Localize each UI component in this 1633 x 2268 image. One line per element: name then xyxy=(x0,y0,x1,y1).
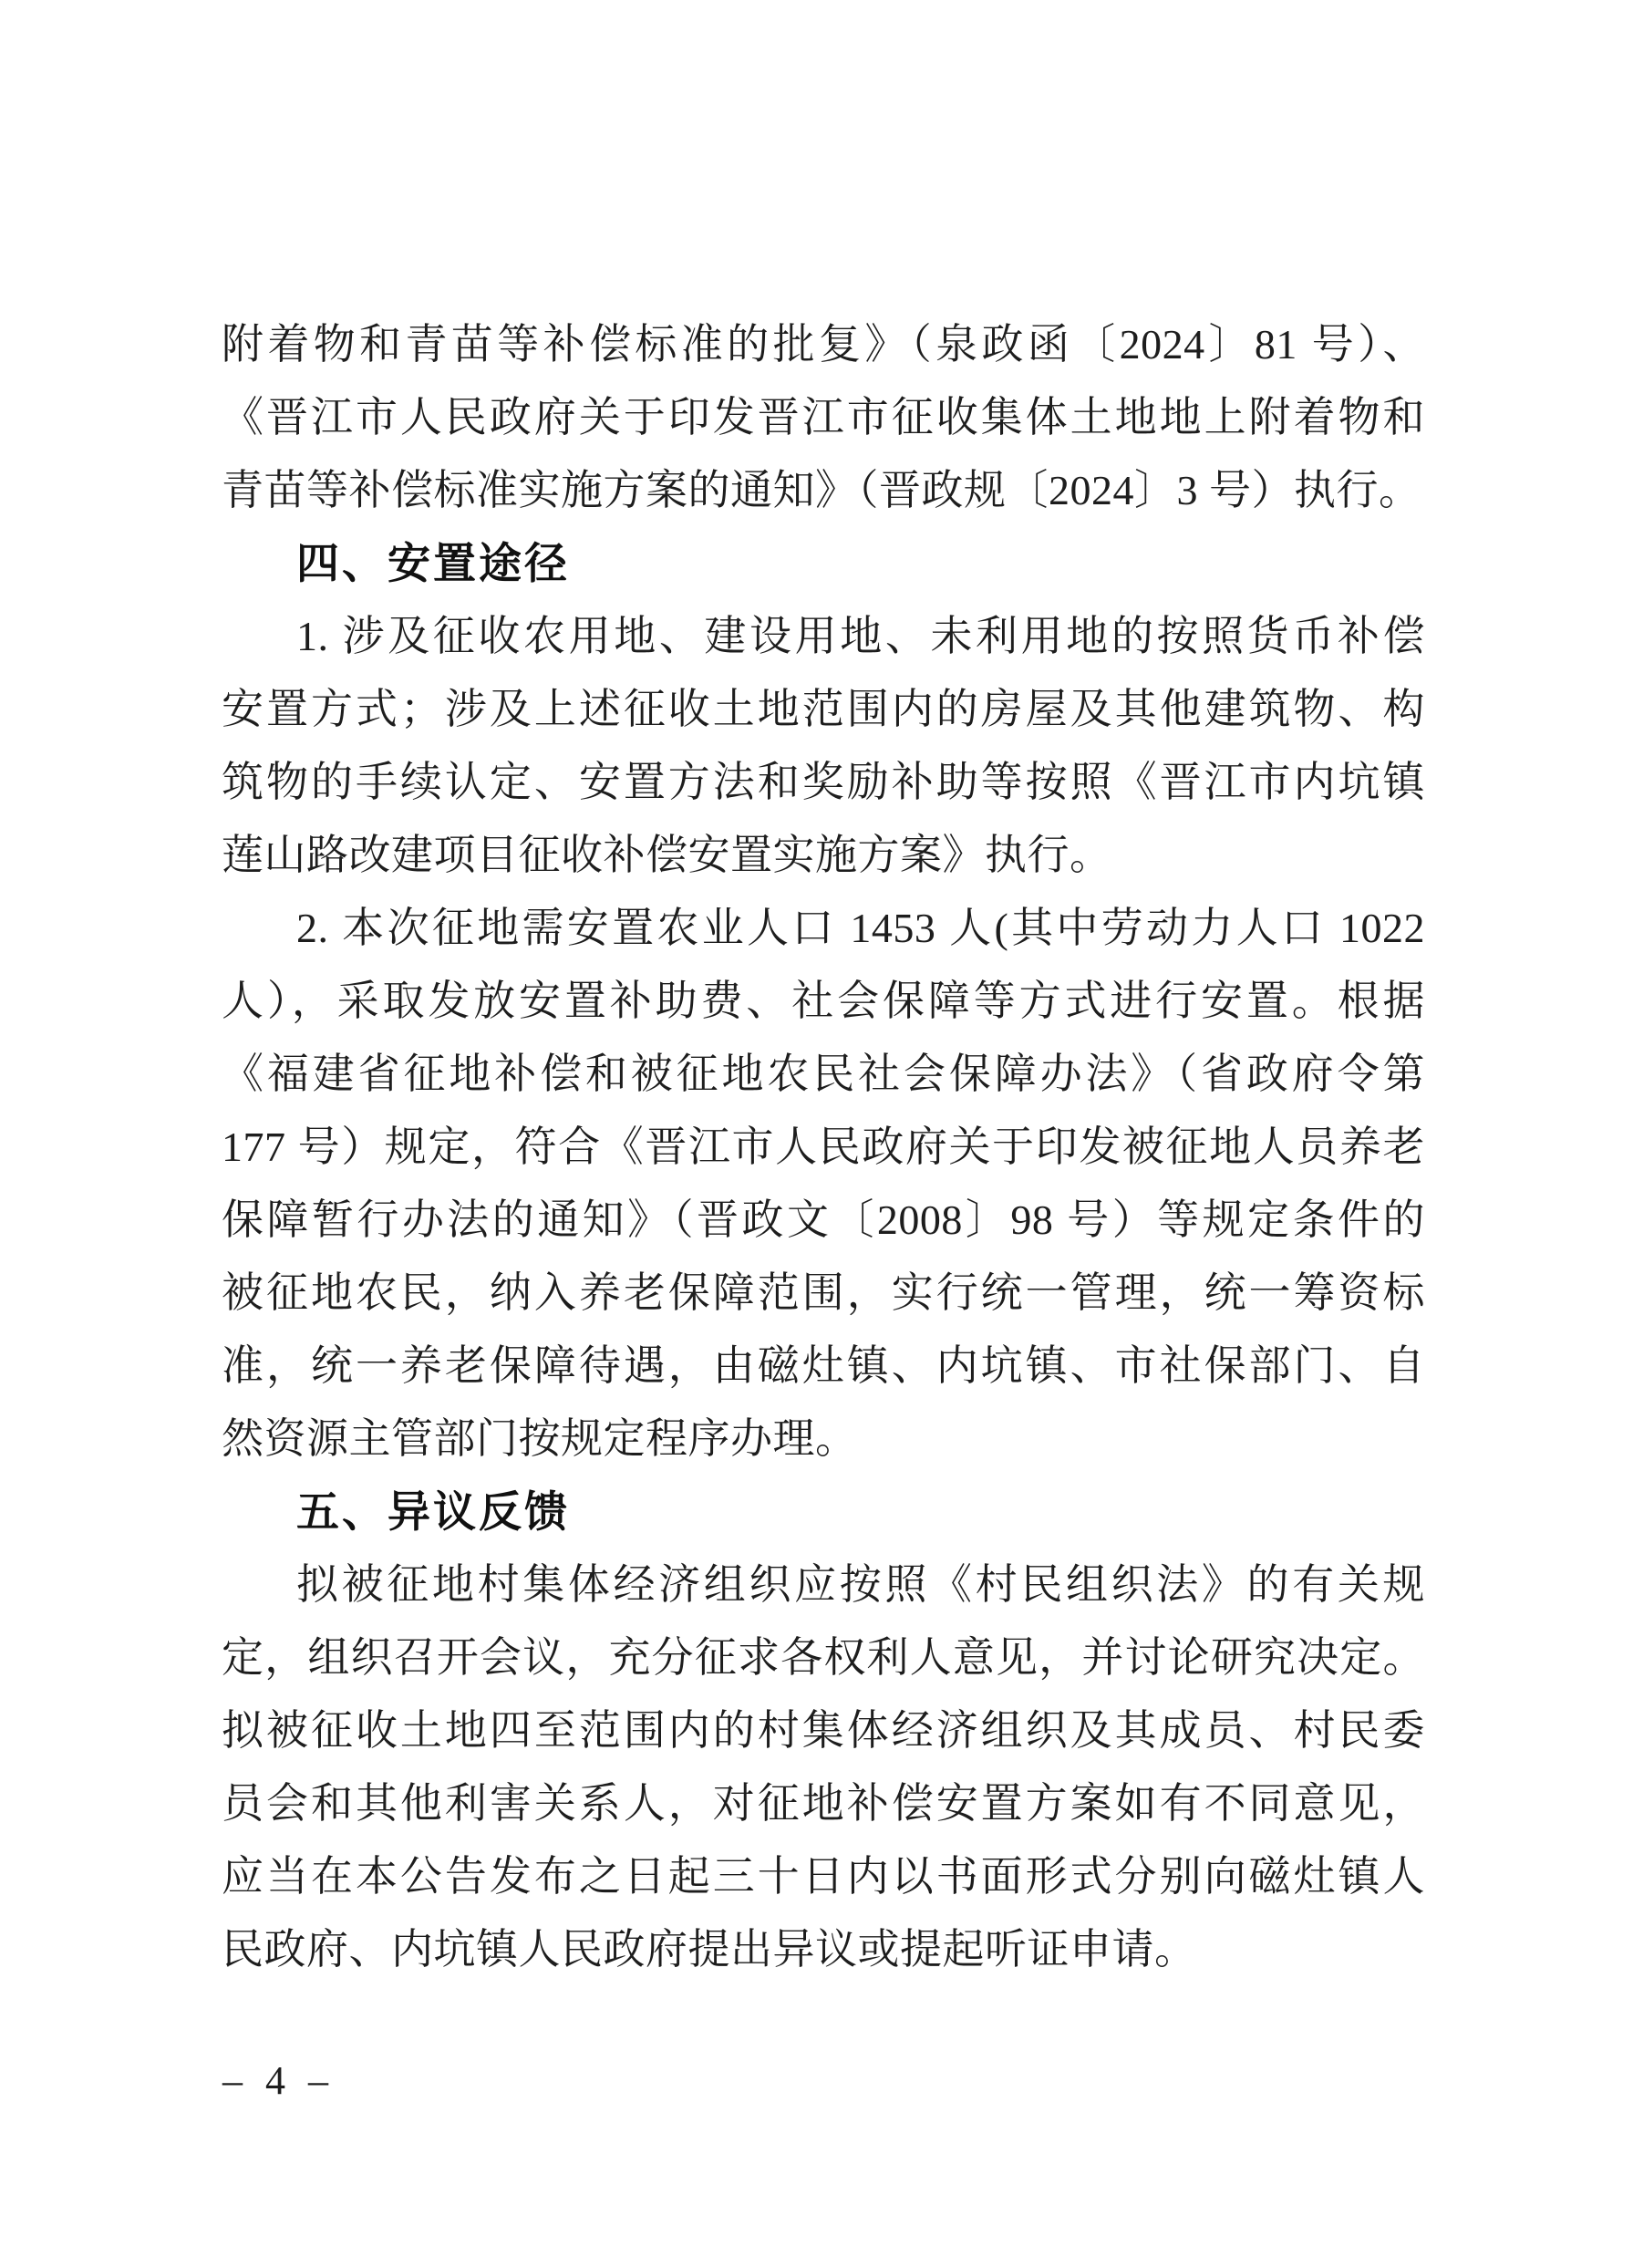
text-line: 《福建省征地补偿和被征地农民社会保障办法》（省政府令第 xyxy=(222,1051,1425,1097)
text-line: 177 号）规定，符合《晋江市人民政府关于印发被征地人员养老 xyxy=(222,1124,1425,1170)
text-line: 拟被征地村集体经济组织应按照《村民组织法》的有关规 xyxy=(296,1561,1425,1608)
text-line: 被征地农民，纳入养老保障范围，实行统一管理，统一筹资标 xyxy=(222,1269,1425,1316)
text-line: 筑物的手续认定、安置方法和奖励补助等按照《晋江市内坑镇 xyxy=(222,759,1425,805)
text-line: 应当在本公告发布之日起三十日内以书面形式分别向磁灶镇人 xyxy=(222,1853,1425,1900)
text-line: 莲山路改建项目征收补偿安置实施方案》执行。 xyxy=(222,832,1112,878)
page-number: – 4 – xyxy=(222,2058,328,2103)
text-line: 定，组织召开会议，充分征求各权利人意见，并讨论研究决定。 xyxy=(222,1634,1425,1681)
text-line: 然资源主管部门按规定程序办理。 xyxy=(222,1415,858,1462)
text-line: 安置方式；涉及上述征收土地范围内的房屋及其他建筑物、构 xyxy=(222,686,1425,732)
section-heading-5: 五、异议反馈 xyxy=(296,1487,570,1536)
text-line: 《晋江市人民政府关于印发晋江市征收集体土地地上附着物和 xyxy=(222,394,1425,440)
text-line: 员会和其他利害关系人，对征地补偿安置方案如有不同意见， xyxy=(222,1780,1425,1827)
text-line: 附着物和青苗等补偿标准的批复》（泉政函〔2024〕81 号）、 xyxy=(222,321,1425,368)
text-line: 2. 本次征地需安置农业人口 1453 人(其中劳动力人口 1022 xyxy=(296,905,1425,951)
text-line: 1. 涉及征收农用地、建设用地、未利用地的按照货币补偿 xyxy=(296,613,1425,659)
text-line: 人），采取发放安置补助费、社会保障等方式进行安置。根据 xyxy=(222,978,1425,1024)
document-body xyxy=(222,308,1425,1986)
text-line: 拟被征收土地四至范围内的村集体经济组织及其成员、村民委 xyxy=(222,1707,1425,1754)
text-line: 准，统一养老保障待遇，由磁灶镇、内坑镇、市社保部门、自 xyxy=(222,1342,1425,1389)
text-line: 保障暂行办法的通知》（晋政文〔2008〕98 号）等规定条件的 xyxy=(222,1196,1425,1243)
text-line: 民政府、内坑镇人民政府提出异议或提起听证申请。 xyxy=(222,1926,1197,1973)
section-heading-4: 四、安置途径 xyxy=(296,539,570,587)
text-line: 青苗等补偿标准实施方案的通知》（晋政规〔2024〕3 号）执行。 xyxy=(222,467,1421,513)
